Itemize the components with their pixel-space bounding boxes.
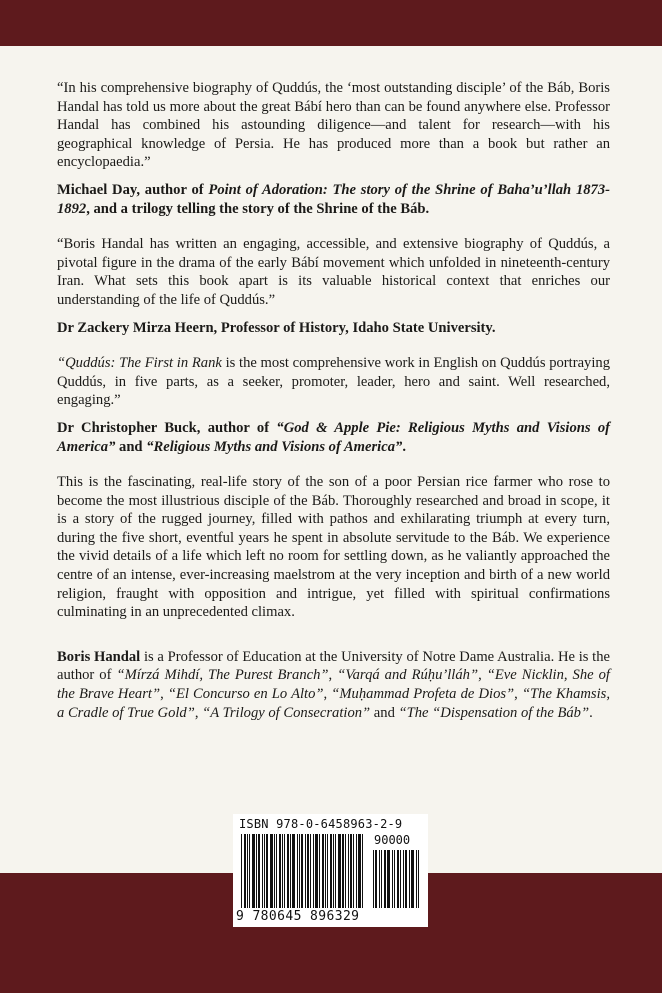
barcode-bar bbox=[264, 834, 265, 908]
barcode-bar bbox=[266, 834, 268, 908]
addon-bar bbox=[418, 850, 419, 908]
barcode-bar bbox=[284, 834, 285, 908]
addon-bar bbox=[405, 850, 407, 908]
blurb-attribution-1: Michael Day, author of Point of Adoration: The story of the Shrine of Baha’u’llah 1873-1892, and a trilogy telling the story of the Shrine of the Báb. bbox=[57, 181, 610, 217]
blurb-attribution-2: Dr Zackery Mirza Heern, Professor of History, Idaho State University. bbox=[57, 319, 496, 336]
barcode-bar bbox=[292, 834, 295, 908]
back-cover-text bbox=[57, 79, 610, 722]
blurb-quote-1: “In his comprehensive biography of Quddús, the ‘most outstanding disciple’ of the Báb, Boris Handal has told us more about the great Bábí hero than can be found anywhere else. Professor Handal has combined his astounding diligence—and talent for research—with his geographical knowledge of Persia. He has produced more than a book but rather an encyclopaedia.” bbox=[57, 80, 610, 171]
barcode-bar bbox=[362, 834, 363, 908]
barcode-bar bbox=[252, 834, 255, 908]
barcode-bar bbox=[335, 834, 336, 908]
addon-bar bbox=[373, 850, 374, 908]
addon-bar bbox=[387, 850, 390, 908]
addon-bar bbox=[400, 850, 401, 908]
barcode-bar bbox=[241, 834, 242, 908]
barcode-bar bbox=[322, 834, 324, 908]
barcode-bar bbox=[290, 834, 291, 908]
addon-bar bbox=[379, 850, 380, 908]
isbn-label: ISBN 978-0-6458963-2-9 bbox=[239, 817, 403, 831]
author-bio: Boris Handal is a Professor of Education at the University of Notre Dame Australia. He is the author of “Mírzá Mihdí, The Purest Branch”, “Varqá and Rúḥu’lláh”, “Eve Nicklin, She of the Brave Heart”, “El Concurso en Lo Alto”, “Muḥammad Profeta de Dios”, “The Khamsis, a Cradle of True Gold”, “A Trilogy of Consecration” and “The “Dispensation of the Báb”. bbox=[57, 648, 610, 721]
addon-bar bbox=[416, 850, 417, 908]
blurb-attribution-3: Dr Christopher Buck, author of “God & Apple Pie: Religious Myths and Visions of America” and “Religious Myths and Visions of America”. bbox=[57, 419, 610, 455]
barcode-bar bbox=[315, 834, 318, 908]
top-color-band bbox=[0, 0, 662, 46]
barcode-bar bbox=[279, 834, 281, 908]
addon-bar bbox=[409, 850, 410, 908]
barcode-bar bbox=[327, 834, 328, 908]
addon-bar bbox=[375, 850, 377, 908]
barcode-bar bbox=[319, 834, 320, 908]
barcode-bar bbox=[262, 834, 263, 908]
blurb-quote-3: “Quddús: The First in Rank is the most comprehensive work in English on Quddús portraying Quddús, in five parts, as a seeker, promoter, leader, hero and saint. Well researched, engaging.” bbox=[57, 355, 611, 409]
barcode-bar bbox=[313, 834, 314, 908]
barcode-bar bbox=[276, 834, 277, 908]
barcode-bar bbox=[287, 834, 289, 908]
barcode-bar bbox=[338, 834, 341, 908]
barcode-bar bbox=[247, 834, 248, 908]
barcode-bar bbox=[258, 834, 260, 908]
barcode-bar bbox=[353, 834, 354, 908]
addon-bar bbox=[403, 850, 404, 908]
barcode-bar bbox=[249, 834, 250, 908]
book-description: This is the fascinating, real-life story of the son of a poor Persian rice farmer who rose to become the most illustrious disciple of the Báb. Thoroughly researched and broad in scope, it is a story of the rugged journey, filled with pathos and exhilarating triumph at every turn, during the five short, eventful years he spent in absolute servitude to the Báb. We experience the vivid details of a life which left no room for settling down, as he valiantly approached the centre of an intense, ever-increasing maelstrom at the very inception and birth of a new world religion, fraught with opposition and intrigue, yet filled with spiritual confirmations culminating in an unprecedented climax. bbox=[57, 474, 610, 621]
blurb-quote-2: “Boris Handal has written an engaging, accessible, and extensive biography of Quddús, a pivotal figure in the drama of the early Bábí movement which unfolded in nineteenth-century Iran. What sets this book apart is its valuable historical context that enriches our understanding of the life of Quddús.” bbox=[57, 236, 610, 308]
barcode-bar bbox=[297, 834, 298, 908]
addon-bar bbox=[394, 850, 395, 908]
isbn-barcode bbox=[233, 814, 428, 927]
barcode-bar bbox=[342, 834, 344, 908]
barcode-bar bbox=[310, 834, 311, 908]
addon-bar bbox=[397, 850, 399, 908]
addon-bar bbox=[411, 850, 414, 908]
barcode-bar bbox=[348, 834, 349, 908]
barcode-bar bbox=[333, 834, 334, 908]
barcode-bar bbox=[345, 834, 346, 908]
addon-bar bbox=[392, 850, 393, 908]
barcode-bar bbox=[305, 834, 306, 908]
barcode-bar bbox=[256, 834, 257, 908]
barcode-bar bbox=[274, 834, 275, 908]
barcode-bar bbox=[244, 834, 246, 908]
barcode-bar bbox=[282, 834, 283, 908]
barcode-bar bbox=[299, 834, 300, 908]
barcode-bar bbox=[350, 834, 352, 908]
barcode-bar bbox=[325, 834, 326, 908]
barcode-bar bbox=[330, 834, 332, 908]
barcode-bar bbox=[358, 834, 361, 908]
barcode-bar bbox=[301, 834, 303, 908]
barcode-digits: 9 780645 896329 bbox=[236, 909, 360, 924]
barcode-bar bbox=[356, 834, 357, 908]
barcode-bar bbox=[270, 834, 273, 908]
addon-bar bbox=[381, 850, 382, 908]
isbn-addon-code: 90000 bbox=[374, 833, 411, 847]
barcode-bar bbox=[307, 834, 309, 908]
addon-bar bbox=[384, 850, 386, 908]
